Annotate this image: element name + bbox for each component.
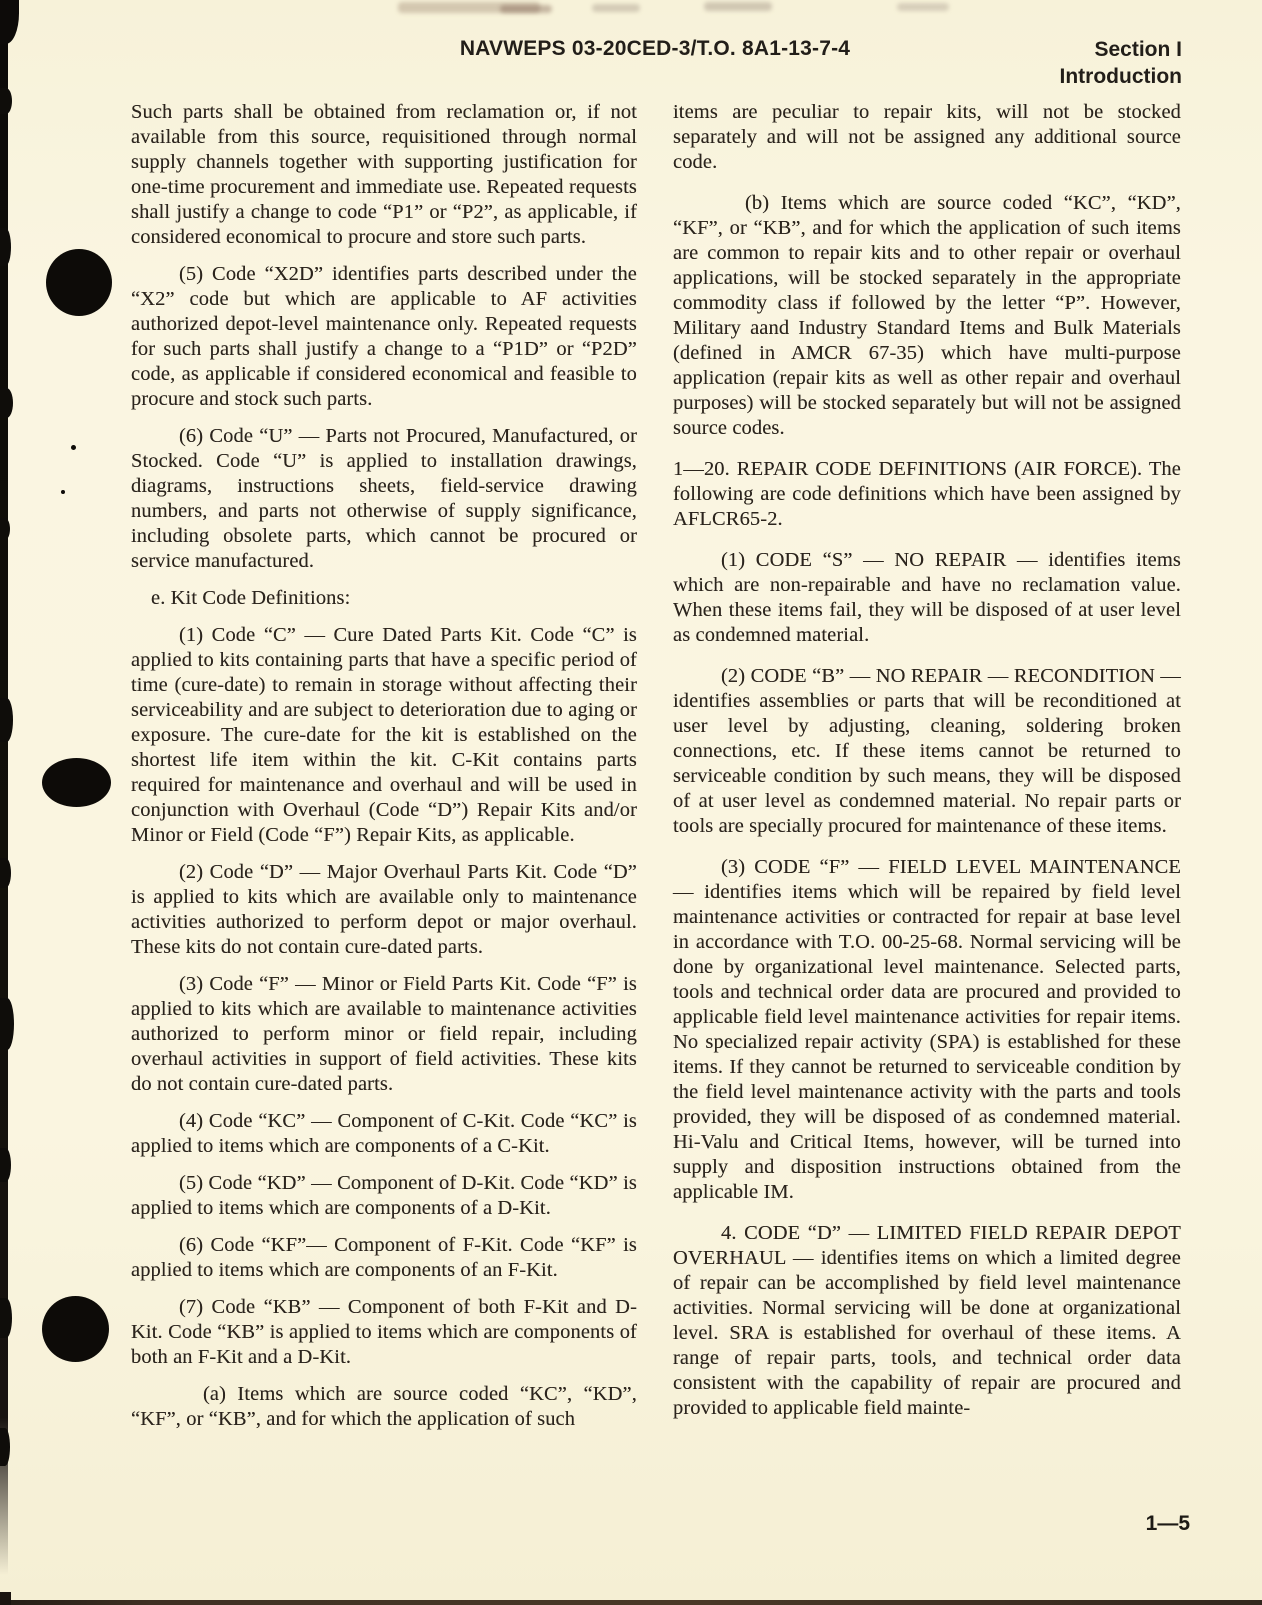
- paragraph: items are peculiar to repair kits, will not be stocked separately and will not be assigned any additional source code.: [673, 101, 1181, 173]
- scan-smudge: [897, 3, 949, 11]
- scan-smudge: [500, 5, 552, 13]
- hole-punch-dot: [42, 1296, 109, 1362]
- paper-edge-bottom: [0, 1600, 1262, 1605]
- paper-edge-bump: [0, 1428, 10, 1466]
- paragraph: 4. CODE “D” — LIMITED FIELD REPAIR DEPOT OVERHAUL — identifies items on which a limited degree of repair can be accomplished by field level maintenance activities. Normal servicing will be done at organizational level. SRA is established for overhaul of these items. A range of repair parts, tools, and technical order data consistent with the capability of repair are procured and provided to applicable field mainte-: [673, 1222, 1181, 1419]
- paper-edge-bump: [0, 698, 13, 742]
- paragraph: (6) Code “U” — Parts not Procured, Manufactured, or Stocked. Code “U” is applied to installation drawings, diagrams, instructions sheets, field-service drawing numbers, and parts not otherwise of supply significance, including obsolete parts, which cannot be procured or service manufactured.: [131, 425, 637, 572]
- paragraph: (1) Code “C” — Cure Dated Parts Kit. Code “C” is applied to kits containing parts that have a specific period of time (cure-date) to remain in storage without affecting their serviceability and are subject to deterioration due to aging or exposure. The cure-date for the kit is established on the shortest life item within the kit. C-Kit contains parts required for maintenance and overhaul and will be used in conjunction with Overhaul (Code “D”) Repair Kits and/or Minor or Field (Code “F”) Repair Kits, as applicable.: [131, 624, 637, 846]
- paragraph: e. Kit Code Definitions:: [151, 587, 351, 609]
- section-subtitle: Introduction: [1059, 65, 1182, 88]
- section-header: [1060, 36, 1182, 90]
- right-column: [673, 100, 1181, 1437]
- paragraph: (6) Code “KF”— Component of F-Kit. Code “KF” is applied to items which are components of an F-Kit.: [131, 1234, 637, 1281]
- paper-edge-bump: [0, 1148, 11, 1182]
- left-column: [131, 100, 637, 1444]
- ink-speck: [61, 490, 65, 494]
- paper-edge-bump: [0, 998, 14, 1050]
- paragraph: (7) Code “KB” — Component of both F-Kit and D-Kit. Code “KB” is applied to items which are components of both an F-Kit and a D-Kit.: [131, 1296, 637, 1368]
- paragraph: (3) Code “F” — Minor or Field Parts Kit. Code “F” is applied to kits which are available to maintenance activities authorized to perform minor or field repair, including overhaul activities in support of field activities. These kits do not contain cure-dated parts.: [131, 973, 637, 1095]
- paragraph: (a) Items which are source coded “KC”, “KD”, “KF”, or “KB”, and for which the application of such: [131, 1383, 637, 1430]
- paper-edge-bump: [0, 858, 11, 888]
- paragraph: (5) Code “X2D” identifies parts described under the “X2” code but which are applicable to AF activities authorized depot-level maintenance only. Repeated requests for such parts shall justify a change to a “P1D” or “P2D” code, as applicable if considered economical and feasible to procure and stock such parts.: [131, 263, 637, 410]
- hole-punch-dot: [42, 758, 111, 807]
- document-number: NAVWEPS 03-20CED-3/T.O. 8A1-13-7-4: [459, 37, 851, 60]
- paper-edge-bump: [0, 388, 13, 418]
- ink-speck: [71, 445, 76, 450]
- paragraph: (4) Code “KC” — Component of C-Kit. Code “KC” is applied to items which are components of a C-Kit.: [131, 1110, 637, 1157]
- paper-edge-bump: [0, 1298, 12, 1338]
- paragraph: 1—20. REPAIR CODE DEFINITIONS (AIR FORCE). The following are code definitions which have been assigned by AFLCR65-2.: [673, 458, 1181, 530]
- paragraph: (3) CODE “F” — FIELD LEVEL MAINTENANCE — identifies items which will be repaired by field level maintenance activities or contracted for repair at base level in accordance with T.O. 00-25-68. Normal servicing will be done by organizational level maintenance. Selected parts, tools and technical order data are procured and provided to applicable field level maintenance activities for repair items. No specialized repair activity (SPA) is established for these items. If they cannot be returned to serviceable condition by the field level maintenance activity with the parts and tools provided, they will be disposed of as condemned material. Hi-Valu and Critical Items, however, will be turned into supply and disposition instructions obtained from the applicable IM.: [673, 856, 1181, 1203]
- paragraph: (2) CODE “B” — NO REPAIR — RECONDITION — identifies assemblies or parts that will be reconditioned at user level by adjusting, cleaning, soldering broken connections, etc. If these items cannot be returned to serviceable condition by such means, they will be disposed of at user level as condemned material. No repair parts or tools are specially procured for maintenance of these items.: [673, 665, 1181, 837]
- paper-edge-bump: [0, 518, 10, 540]
- paragraph: (b) Items which are source coded “KC”, “KD”, “KF”, or “KB”, and for which the application of such items are common to repair kits and to other repair or overhaul applications, will be stocked separately in the appropriate commodity class if followed by the letter “P”. However, Military aand Industry Standard Items and Bulk Materials (defined in AMCR 67-35) which have multi-purpose application (repair kits as well as other repair and overhaul purposes) will be stocked separately but will not be assigned source codes.: [673, 192, 1181, 439]
- scan-smudge: [704, 2, 772, 11]
- scan-smudge: [592, 4, 640, 12]
- paper-edge-corner-mark: [0, 0, 19, 44]
- paper-edge-bump: [0, 228, 11, 266]
- paper-edge-bump: [0, 88, 12, 114]
- page-number: 1—5: [1145, 1512, 1190, 1535]
- paragraph: (5) Code “KD” — Component of D-Kit. Code “KD” is applied to items which are components of a D-Kit.: [131, 1172, 637, 1219]
- paper-edge-corner-mark: [0, 1592, 11, 1605]
- paragraph: (1) CODE “S” — NO REPAIR — identifies items which are non-repairable and have no reclamation value. When these items fail, they will be disposed of at user level as condemned material.: [673, 549, 1181, 646]
- section-label: Section I: [1094, 38, 1182, 61]
- paragraph: Such parts shall be obtained from reclamation or, if not available from this source, requisitioned through normal supply channels together with supporting justification for one-time procurement and immediate use. Repeated requests shall justify a change to code “P1” or “P2”, as applicable, if considered economical to procure and store such parts.: [131, 101, 637, 248]
- paragraph: (2) Code “D” — Major Overhaul Parts Kit. Code “D” is applied to kits which are available only to maintenance activities authorized to perform depot or major overhaul. These kits do not contain cure-dated parts.: [131, 861, 637, 958]
- hole-punch-dot: [46, 249, 112, 316]
